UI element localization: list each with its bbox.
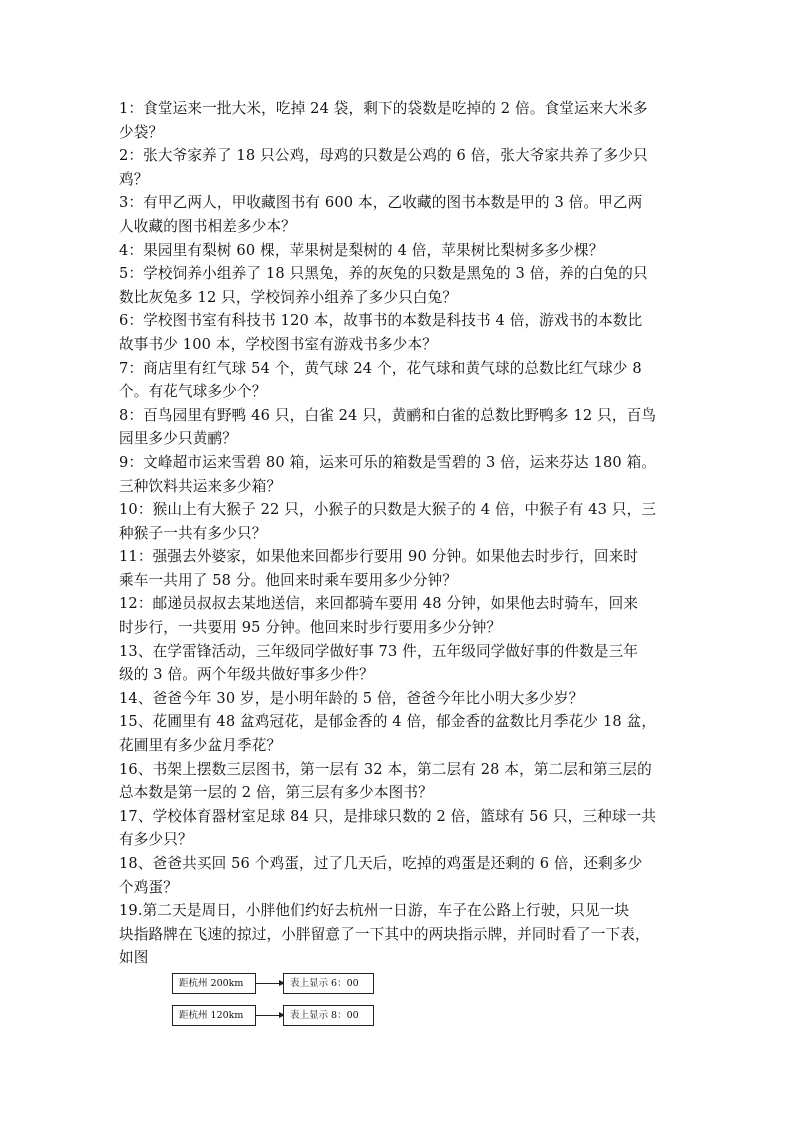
text-line: 三种饮料共运来多少箱？: [119, 477, 282, 495]
problem-text: [119, 97, 679, 970]
text-line: 2：张大爷家养了 18 只公鸡，母鸡的只数是公鸡的 6 倍，张大爷家共养了多少只: [119, 147, 648, 165]
time-box-1: 表上显示 6：00: [283, 973, 374, 994]
arrow-right-icon: [256, 1015, 284, 1016]
text-line: 个。有花气球多少个？: [119, 383, 267, 401]
text-line: 总本数是第一层的 2 倍，第三层有多少本图书？: [119, 784, 433, 802]
text-line: 块指路牌在飞速的掠过，小胖留意了一下其中的两块指示牌，并同时看了一下表，: [119, 925, 650, 943]
text-line: 3：有甲乙两人，甲收藏图书有 600 本，乙收藏的图书本数是甲的 3 倍。甲乙两: [119, 194, 643, 212]
text-line: 有多少只？: [119, 831, 193, 849]
sign-diagram: [172, 970, 392, 1030]
text-line: 8：百鸟园里有野鸭 46 只，白雀 24 只，黄鹂和白雀的总数比野鸭多 12 只，百鸟: [119, 406, 657, 424]
text-line: 少袋？: [119, 123, 164, 141]
text-line: 18、爸爸共买回 56 个鸡蛋，过了几天后，吃掉的鸡蛋是还剩的 6 倍，还剩多少: [119, 855, 643, 872]
text-line: 鸡？: [119, 170, 149, 188]
text-line: 园里多少只黄鹂？: [119, 430, 237, 448]
text-line: 19.第二天是周日，小胖他们约好去杭州一日游，车子在公路上行驶，只见一块: [119, 902, 630, 920]
text-line: 16、书架上摆数三层图书，第一层有 32 本，第二层有 28 本，第二层和第三层的: [119, 760, 652, 778]
text-line: 时步行，一共要用 95 分钟。他回来时步行要用多少分钟？: [119, 619, 502, 637]
time-box-2: 表上显示 8：00: [283, 1005, 374, 1026]
text-line: 人收藏的图书相差多少本？: [119, 217, 296, 235]
text-line: 4：果园里有梨树 60 棵，苹果树是梨树的 4 倍，苹果树比梨树多多少棵？: [119, 241, 604, 259]
sign-box-2: 距杭州 120km: [172, 1005, 256, 1026]
text-line: 13、在学雷锋活动，三年级同学做好事 73 件，五年级同学做好事的件数是三年: [119, 642, 639, 660]
text-line: 7：商店里有红气球 54 个，黄气球 24 个，花气球和黄气球的总数比红气球少 8: [119, 359, 642, 377]
text-line: 数比灰兔多 12 只，学校饲养小组养了多少只白兔？: [119, 288, 458, 306]
text-line: 17、学校体育器材室足球 84 只，是排球只数的 2 倍，篮球有 56 只，三种球一共: [119, 807, 657, 825]
text-line: 10：猴山上有大猴子 22 只，小猴子的只数是大猴子的 4 倍，中猴子有 43 只，三: [119, 501, 657, 519]
text-line: 如图: [119, 949, 149, 967]
text-line: 乘车一共用了 58 分。他回来时乘车要用多少分钟？: [119, 571, 458, 589]
text-line: 个鸡蛋？: [119, 878, 178, 896]
sign-box-1: 距杭州 200km: [172, 973, 256, 994]
text-line: 14、爸爸今年 30 岁，是小明年龄的 5 倍，爸爸今年比小明大多少岁？: [119, 689, 584, 707]
text-line: 9：文峰超市运来雪碧 80 箱，运来可乐的箱数是雪碧的 3 倍，运来芬达 180 箱。: [119, 453, 657, 471]
text-line: 种猴子一共有多少只？: [119, 524, 267, 542]
text-line: 6：学校图书室有科技书 120 本，故事书的本数是科技书 4 倍，游戏书的本数比: [119, 312, 643, 330]
text-line: 11：强强去外婆家，如果他来回都步行要用 90 分钟。如果他去时步行，回来时: [119, 548, 639, 566]
text-line: 5：学校饲养小组养了 18 只黑兔，养的灰兔的只数是黑兔的 3 倍，养的白兔的只: [119, 265, 648, 283]
text-line: 1：食堂运来一批大米，吃掉 24 袋，剩下的袋数是吃掉的 2 倍。食堂运来大米多: [119, 100, 648, 117]
text-line: 花圃里有多少盆月季花？: [119, 737, 282, 755]
text-line: 12：邮递员叔叔去某地送信，来回都骑车要用 48 分钟，如果他去时骑车，回来: [119, 595, 639, 613]
arrow-right-icon: [256, 983, 284, 984]
text-line: 故事书少 100 本，学校图书室有游戏书多少本？: [119, 335, 438, 353]
text-line: 15、花圃里有 48 盆鸡冠花，是郁金香的 4 倍，郁金香的盆数比月季花少 18 盆，: [119, 713, 657, 731]
text-line: 级的 3 倍。两个年级共做好事多少件？: [119, 666, 374, 684]
